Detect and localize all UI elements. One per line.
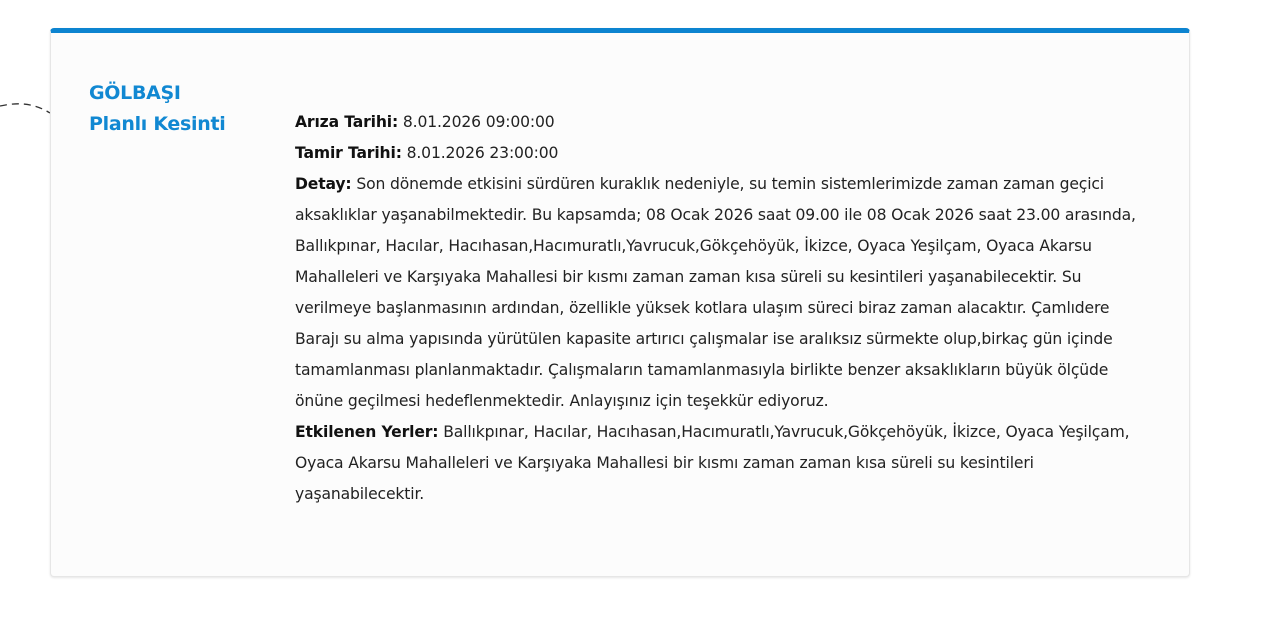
fault-date-row	[295, 107, 1155, 138]
outage-type: Planlı Kesinti	[89, 113, 226, 135]
repair-date-value: 8.01.2026 23:00:00	[406, 144, 559, 162]
outage-details	[295, 107, 1155, 510]
fault-date-label: Arıza Tarihi:	[295, 113, 399, 131]
affected-places-row	[295, 417, 1155, 510]
detail-label: Detay:	[295, 175, 352, 193]
fault-date-value: 8.01.2026 09:00:00	[402, 113, 555, 131]
outage-title	[89, 78, 269, 140]
repair-date-label: Tamir Tarihi:	[295, 144, 402, 162]
detail-value: Son dönemde etkisini sürdüren kuraklık nedeniyle, su temin sistemlerimizde zaman zaman geçici aksaklıklar yaşanabilmektedir. Bu kapsamda; 08 Ocak 2026 saat 09.00 ile 08 Ocak 2026 saat 23.00 arasında, Ballıkpınar, Hacılar, Hacıhasan,Hacımuratlı,Yavrucuk,Gökçehöyük, İkizce, Oyaca Yeşilçam, Oyaca Akarsu Mahalleleri ve Karşıyaka Mahallesi bir kısmı zaman zaman kısa süreli su kesintileri yaşanabilecektir. Su verilmeye başlanmasının ardından, özellikle yüksek kotlara ulaşım süreci biraz zaman alacaktır. Çamlıdere Barajı su alma yapısında yürütülen kapasite artırıcı çalışmalar ise aralıksız sürmekte olup,birkaç gün içinde tamamlanması planlanmaktadır. Çalışmaların tamamlanmasıyla birlikte benzer aksaklıkların büyük ölçüde önüne geçilmesi hedeflenmektedir. Anlayışınız için teşekkür ediyoruz.	[295, 175, 1136, 410]
affected-places-value: Ballıkpınar, Hacılar, Hacıhasan,Hacımuratlı,Yavrucuk,Gökçehöyük, İkizce, Oyaca Yeşilçam, Oyaca Akarsu Mahalleleri ve Karşıyaka Mahallesi bir kısmı zaman zaman kısa süreli su kesintileri yaşanabilecektir.	[295, 423, 1130, 503]
repair-date-row	[295, 138, 1155, 169]
detail-row	[295, 169, 1155, 417]
affected-places-label: Etkilenen Yerler:	[295, 423, 439, 441]
outage-card	[50, 28, 1190, 577]
district-name: GÖLBAŞI	[89, 82, 181, 104]
